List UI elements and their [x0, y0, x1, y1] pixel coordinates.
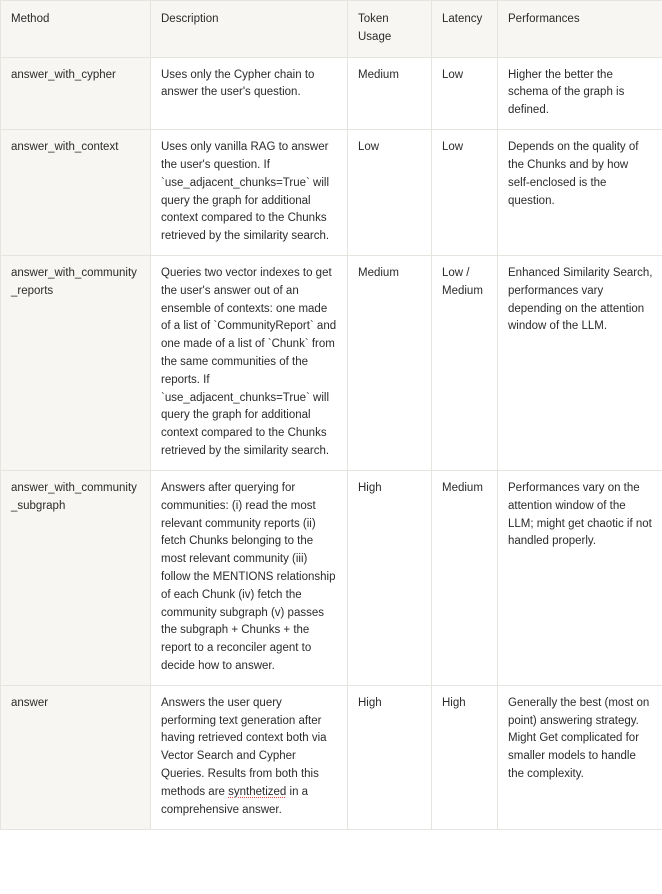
column-header-method: Method	[1, 1, 151, 58]
cell-performances: Depends on the quality of the Chunks and by how self-enclosed is the question.	[498, 130, 662, 256]
table-row	[1, 255, 662, 470]
column-header-token-usage: Token Usage	[348, 1, 432, 58]
column-header-description: Description	[151, 1, 348, 58]
cell-latency: Low	[432, 130, 498, 256]
table-header-row	[1, 1, 662, 58]
table-row	[1, 685, 662, 829]
cell-method: answer_with_cypher	[1, 57, 151, 129]
cell-latency: Medium	[432, 470, 498, 685]
table-body	[1, 57, 662, 829]
cell-method: answer_with_community_reports	[1, 255, 151, 470]
cell-performances: Generally the best (most on point) answering strategy. Might Get complicated for smaller models to handle the complexity.	[498, 685, 662, 829]
cell-performances: Enhanced Similarity Search, performances vary depending on the attention window of the LLM.	[498, 255, 662, 470]
cell-token-usage: High	[348, 470, 432, 685]
cell-performances: Higher the better the schema of the graph is defined.	[498, 57, 662, 129]
cell-description: Answers after querying for communities: (i) read the most relevant community reports (ii) fetch Chunks belonging to the most relevant community (iii) follow the MENTIONS relationship of each Chunk (iv) fetch the community subgraph (v) passes the subgraph + Chunks + the report to a reconciler agent to decide how to answer.	[151, 470, 348, 685]
cell-latency: Low	[432, 57, 498, 129]
cell-latency: Low / Medium	[432, 255, 498, 470]
table-header	[1, 1, 662, 58]
column-header-latency: Latency	[432, 1, 498, 58]
cell-description: Uses only the Cypher chain to answer the user's question.	[151, 57, 348, 129]
column-header-performances: Performances	[498, 1, 662, 58]
table-row	[1, 130, 662, 256]
cell-performances: Performances vary on the attention window of the LLM; might get chaotic if not handled properly.	[498, 470, 662, 685]
cell-token-usage: Low	[348, 130, 432, 256]
misspelled-word: synthetized	[228, 785, 287, 798]
cell-method: answer_with_community_subgraph	[1, 470, 151, 685]
table-row	[1, 470, 662, 685]
cell-method: answer	[1, 685, 151, 829]
cell-token-usage: High	[348, 685, 432, 829]
cell-description: Answers the user query performing text generation after having retrieved context both via Vector Search and Cypher Queries. Results from both this methods are synthetized in a comprehensive answer.	[151, 685, 348, 829]
table-row	[1, 57, 662, 129]
cell-description: Uses only vanilla RAG to answer the user's question. If `use_adjacent_chunks=True` will query the graph for additional context compared to the Chunks retrieved by the similarity search.	[151, 130, 348, 256]
cell-method: answer_with_context	[1, 130, 151, 256]
cell-description: Queries two vector indexes to get the user's answer out of an ensemble of contexts: one made of a list of `CommunityReport` and one made of a list of `Chunk` from the same communities of the reports. If `use_adjacent_chunks=True` will query the graph for additional context compared to the Chunks retrieved by the similarity search.	[151, 255, 348, 470]
cell-token-usage: Medium	[348, 255, 432, 470]
cell-latency: High	[432, 685, 498, 829]
cell-token-usage: Medium	[348, 57, 432, 129]
